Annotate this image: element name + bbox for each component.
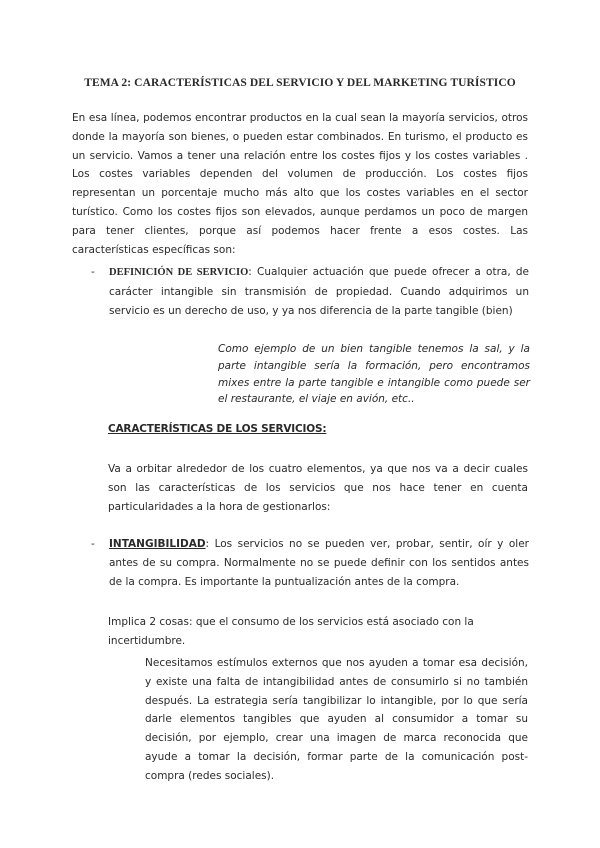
intangibilidad-label: INTANGIBILIDAD bbox=[109, 538, 206, 550]
bullet-dash: - bbox=[91, 538, 95, 550]
bullet-dash: - bbox=[91, 266, 95, 278]
intangibilidad-body: : Los servicios no se pueden ver, probar, sentir, oír y oler antes de su compra. Normalmente no se puede definir con los sentidos antes de la compra. Es importante la puntualización antes de la compra. bbox=[109, 538, 529, 588]
intro-paragraph: En esa línea, podemos encontrar productos en la cual sean la mayoría servicios, otros donde la mayoría son bienes, o pueden estar combinados. En turismo, el producto es un servicio. Vamos a tener una relación entre los costes fijos y los costes variables . Los costes variables dependen del volumen de producción. Los costes fijos representan un porcentaje mucho más alto que los costes variables en el sector turístico. Como los costes fijos son elevados, aunque perdamos un poco de margen para tener clientes, porque así podemos hacer frente a esos costes. Las características específicas son: bbox=[72, 112, 528, 256]
orbitar-paragraph: Va a orbitar alrededor de los cuatro elementos, ya que nos va a decir cuales son las características de los servicios que nos hace tener en cuenta particularidades a la hora de gestionarlos: bbox=[108, 463, 528, 513]
definicion-label: DEFINICIÓN DE SERVICIO bbox=[109, 267, 249, 278]
caracteristicas-heading bbox=[108, 423, 528, 435]
ejemplo-paragraph: Como ejemplo de un bien tangible tenemos la sal, y la parte intangible sería la formación, pero encontramos mixes entre la parte tangible e intangible como puede ser el restaurante, el viaje en avión, etc.. bbox=[218, 343, 530, 406]
intangibilidad-text bbox=[109, 535, 529, 591]
definicion-body: : Cualquier actuación que puede ofrecer a otra, de carácter intangible sin transmisión de propiedad. Cuando adquirimos un servicio es un derecho de uso, y ya nos diferencia de la parte tangible (bien) bbox=[109, 266, 529, 317]
document-title: TEMA 2: CARACTERÍSTICAS DEL SERVICIO Y DEL MARKETING TURÍSTICO bbox=[84, 77, 516, 89]
definicion-text bbox=[109, 263, 529, 320]
necesitamos-paragraph: Necesitamos estímulos externos que nos ayuden a tomar esa decisión, y existe una falta de intangibilidad antes de consumirlo si no también después. La estrategia sería tangibilizar lo intangible, por lo que sería darle elementos tangibles que ayuden al consumidor a tomar su decisión, por ejemplo, crear una imagen de marca reconocida que ayude a tomar la decisión, formar parte de la comunicación post-compra (redes sociales). bbox=[145, 657, 528, 782]
caracteristicas-heading-text: CARACTERÍSTICAS DE LOS SERVICIOS: bbox=[108, 423, 327, 435]
implica-paragraph: Implica 2 cosas: que el consumo de los servicios está asociado con la incertidumbre. bbox=[108, 616, 474, 647]
